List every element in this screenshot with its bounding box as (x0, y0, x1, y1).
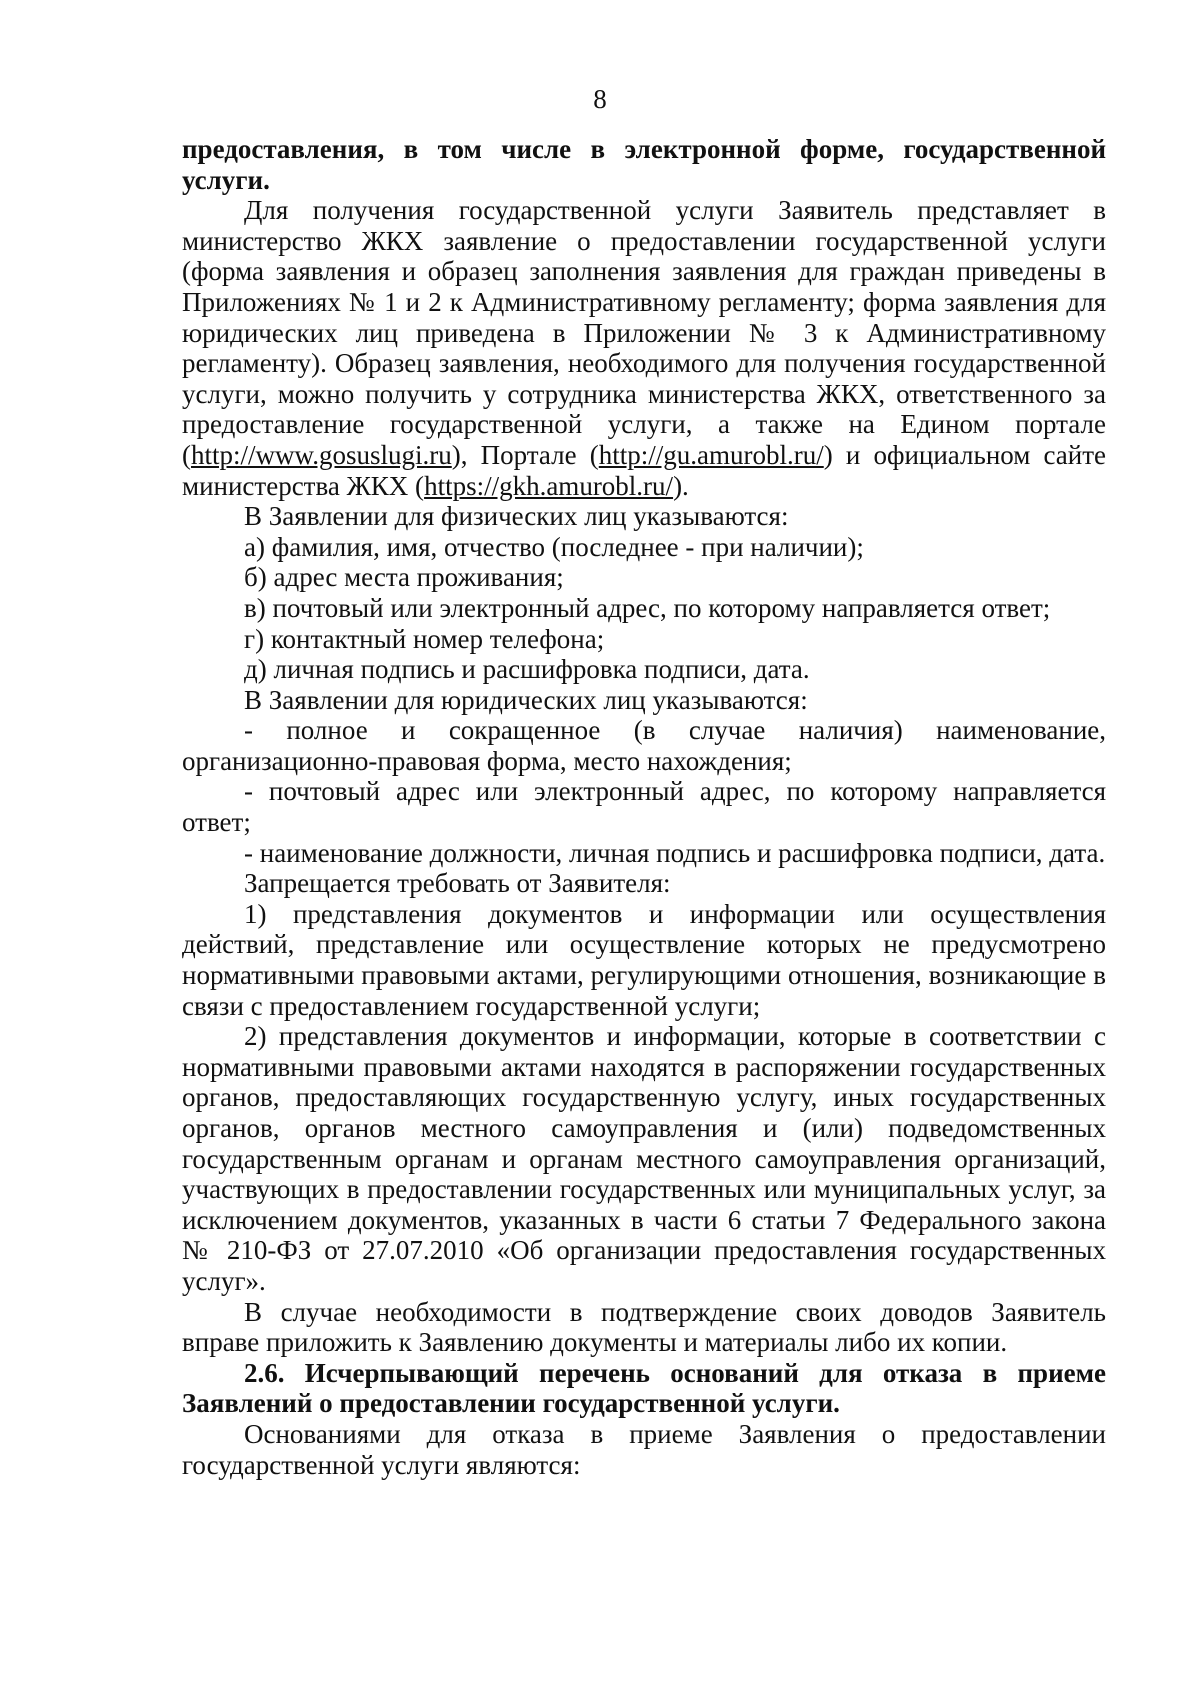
link-gu-amurobl[interactable]: http://gu.amurobl.ru/ (598, 439, 824, 470)
prohibited-item-2: 2) представления документов и информации, которые в соответствии с нормативными правовыми актами находятся в распоряжении государственных органов, предоставляющих государственную услугу, иных государственных органов, органов местного самоуправления и (или) подведомственных государственным органам и органам местного самоуправления организаций, участвующих в предоставлении государственных или муниципальных услуг, за исключением документов, указанных в части 6 статьи 7 Федерального закона № 210-ФЗ от 27.07.2010 «Об организации предоставления государственных услуг». (182, 1021, 1106, 1296)
section-2-6-heading: 2.6. Исчерпывающий перечень оснований для отказа в приеме Заявлений о предоставлении государственной услуги. (182, 1357, 1106, 1419)
individuals-item-d: д) личная подпись и расшифровка подписи, дата. (244, 654, 810, 685)
prohibited-intro: Запрещается требовать от Заявителя: (244, 868, 671, 899)
paragraph-application-submission (182, 195, 1106, 501)
legal-entities-intro: В Заявлении для юридических лиц указываются: (244, 684, 808, 715)
legal-entities-item-2: - почтовый адрес или электронный адрес, по которому направляется ответ; (182, 776, 1106, 838)
para1-text-1: Для получения государственной услуги Заявитель представляет в министерство ЖКХ заявление о предоставлении государственной услуги (форма заявления и образец заполнения заявления для граждан приведены в Приложениях № 1 и 2 к Административному регламенту; форма заявления для юридических лиц приведена в Приложении № 3 к Административному регламенту). Образец заявления, необходимого для получения государственной услуги, можно получить у сотрудника министерства ЖКХ, ответственного за предоставление государственной услуги, а также на Едином портале ( (182, 195, 1106, 470)
section-2-6-text: Основаниями для отказа в приеме Заявления о предоставлении государственной услуги являются: (182, 1418, 1106, 1480)
individuals-item-v: в) почтовый или электронный адрес, по которому направляется ответ; (244, 592, 1051, 623)
individuals-item-b: б) адрес места проживания; (244, 562, 564, 593)
link-gkh-amurobl[interactable]: https://gkh.amurobl.ru/ (424, 470, 674, 501)
individuals-item-g: г) контактный номер телефона; (244, 623, 605, 654)
prohibited-item-1: 1) представления документов и информации или осуществления действий, представление или осуществление которых не предусмотрено нормативными правовыми актами, регулирующими отношения, возникающие в связи с предоставлением государственной услуги; (182, 898, 1106, 1021)
link-gosuslugi[interactable]: http://www.gosuslugi.ru (191, 439, 452, 470)
individuals-item-a: а) фамилия, имя, отчество (последнее - при наличии); (244, 531, 864, 562)
paragraph-attachments: В случае необходимости в подтверждение своих доводов Заявитель вправе приложить к Заявлению документы и материалы либо их копии. (182, 1296, 1106, 1358)
heading-continuation: предоставления, в том числе в электронной форме, государственной услуги. (182, 134, 1106, 195)
para1-text-3: ) и официальном сайте министерства ЖКХ ( (182, 439, 1107, 501)
legal-entities-item-3: - наименование должности, личная подпись и расшифровка подписи, дата. (244, 837, 1106, 868)
para1-text-4: ). (673, 470, 689, 501)
individuals-intro: В Заявлении для физических лиц указываются: (244, 501, 789, 532)
page-number: 8 (593, 84, 607, 114)
para1-text-2: ), Портале ( (451, 439, 599, 470)
document-body (182, 134, 1106, 1480)
legal-entities-item-1: - полное и сокращенное (в случае наличия) наименование, организационно-правовая форма, место нахождения; (182, 715, 1106, 776)
